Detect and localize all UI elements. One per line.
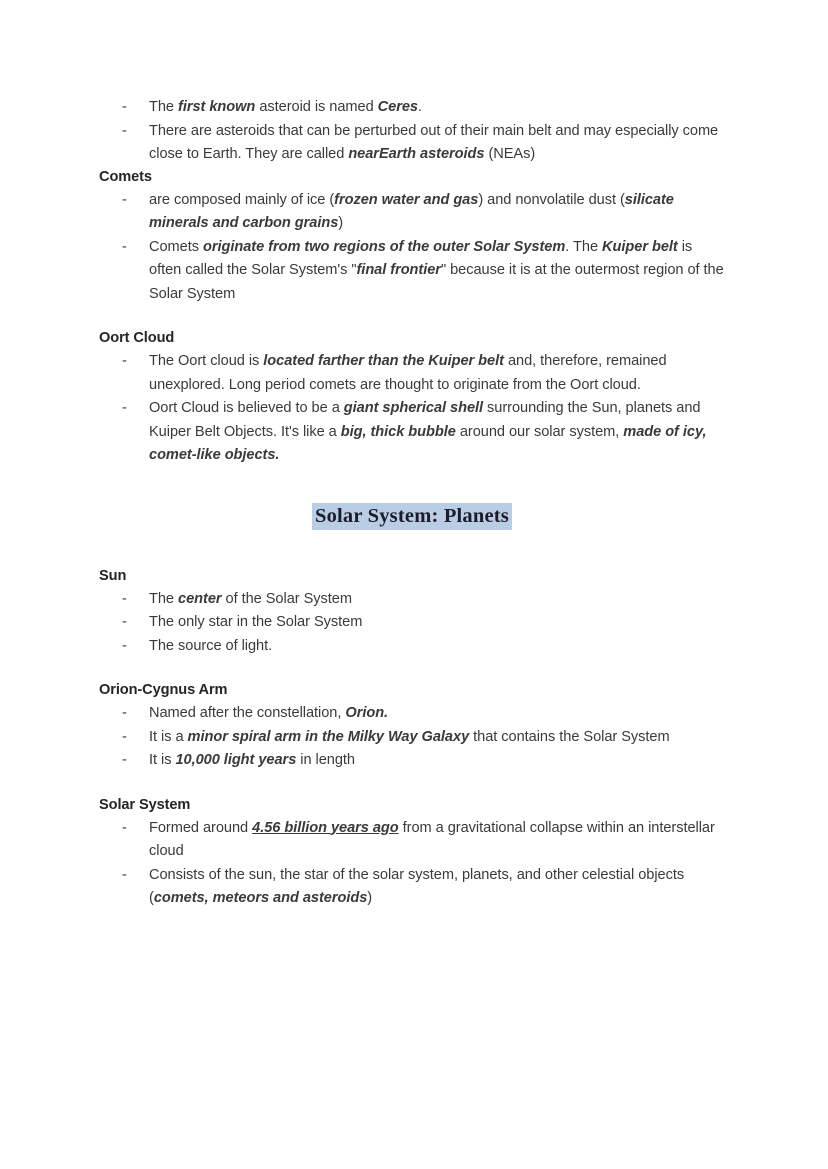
bullet-dash-marker: - xyxy=(122,191,127,208)
list-item-text: The first known asteroid is named Ceres. xyxy=(149,99,423,115)
emphasized-text: frozen water and gas xyxy=(334,191,479,208)
emphasized-text: made of icy, comet-like objects. xyxy=(149,423,707,463)
list-item-text: The source of light. xyxy=(149,637,273,654)
document-title-block xyxy=(99,502,725,530)
bullet-dash-marker: - xyxy=(122,819,127,836)
section-heading: Sun xyxy=(99,567,127,584)
list-item xyxy=(99,817,725,864)
section-bullet-list xyxy=(99,817,725,911)
content-section xyxy=(99,566,725,659)
list-item xyxy=(99,635,725,659)
emphasized-text: originate from two regions of the outer Solar System xyxy=(203,238,566,255)
bullet-dash-marker: - xyxy=(122,122,127,139)
list-item-text: Named after the constellation, Orion. xyxy=(149,705,389,721)
section-heading: Oort Cloud xyxy=(99,330,175,346)
list-item xyxy=(99,120,725,167)
emphasized-text: nearEarth asteroids xyxy=(348,146,485,162)
emphasized-text: minor spiral arm in the Milky Way Galaxy xyxy=(187,728,470,745)
list-item-text: are composed mainly of ice (frozen water and gas) and nonvolatile dust (silicate minerals and carbon grains) xyxy=(149,191,674,231)
list-item-text: Oort Cloud is believed to be a giant spherical shell surrounding the Sun, planets and Kuiper Belt Objects. It's like a big, thick bubble around our solar system, made of icy, comet-like objects. xyxy=(149,400,707,463)
list-item-text: It is a minor spiral arm in the Milky Way Galaxy that contains the Solar System xyxy=(149,728,670,745)
bullet-dash-marker: - xyxy=(122,614,127,630)
page-title: Solar System: Planets xyxy=(312,503,512,530)
list-item xyxy=(99,864,725,911)
emphasized-text: Orion. xyxy=(345,705,389,721)
bullet-dash-marker: - xyxy=(122,99,127,115)
emphasized-text: comets, meteors and asteroids xyxy=(153,890,368,906)
bullet-dash-marker: - xyxy=(122,728,127,745)
bullet-dash-marker: - xyxy=(122,353,127,369)
emphasized-text: center xyxy=(178,590,222,607)
bullet-dash-marker: - xyxy=(122,866,127,883)
list-item xyxy=(99,702,725,726)
section-bullet-list xyxy=(99,189,725,307)
emphasized-text: giant spherical shell xyxy=(343,400,484,416)
section-heading: Comets xyxy=(99,168,152,185)
bullet-dash-marker: - xyxy=(122,238,127,255)
bullet-dash-marker: - xyxy=(122,752,127,768)
list-item-text: The Oort cloud is located farther than the Kuiper belt and, therefore, remained unexplored. Long period comets are thought to originate from the Oort cloud. xyxy=(149,353,667,393)
section-heading: Orion-Cygnus Arm xyxy=(99,682,228,698)
content-section xyxy=(99,795,725,911)
list-item-text: Consists of the sun, the star of the solar system, planets, and other celestial objects (comets, meteors and asteroids) xyxy=(149,866,685,906)
bullet-dash-marker: - xyxy=(122,637,127,654)
bullet-dash-marker: - xyxy=(122,705,127,721)
content-section xyxy=(99,328,725,468)
list-item xyxy=(99,189,725,236)
bullet-dash-marker: - xyxy=(122,590,127,607)
emphasized-text: 4.56 billion years ago xyxy=(252,819,399,836)
emphasized-text: silicate minerals and carbon grains xyxy=(149,191,674,231)
list-item xyxy=(99,749,725,773)
section-bullet-list xyxy=(99,350,725,468)
asteroids-continuation-list xyxy=(99,96,725,167)
list-item-text: Comets originate from two regions of the outer Solar System. The Kuiper belt is often called the Solar System's "final frontier" because it is at the outermost region of the Solar System xyxy=(149,238,724,302)
list-item xyxy=(99,611,725,635)
content-section xyxy=(99,167,725,307)
emphasized-text: located farther than the Kuiper belt xyxy=(263,353,504,369)
list-item-text: The only star in the Solar System xyxy=(149,614,363,630)
emphasized-text: 10,000 light years xyxy=(175,752,297,768)
list-item xyxy=(99,588,725,612)
section-heading: Solar System xyxy=(99,796,191,813)
document-content xyxy=(99,96,725,911)
section-bullet-list xyxy=(99,588,725,659)
list-item-text: There are asteroids that can be perturbed out of their main belt and may especially come close to Earth. They are called nearEarth asteroids (NEAs) xyxy=(149,122,719,162)
list-item-text: The center of the Solar System xyxy=(149,590,352,607)
emphasized-text: Ceres xyxy=(377,99,418,115)
list-item xyxy=(99,397,725,468)
emphasized-text: big, thick bubble xyxy=(340,423,456,440)
list-item-text: Formed around 4.56 billion years ago from a gravitational collapse within an interstellar cloud xyxy=(149,819,715,859)
list-item-text: It is 10,000 light years in length xyxy=(149,752,355,768)
sections-after-title xyxy=(99,566,725,911)
emphasized-text: first known xyxy=(178,99,256,115)
section-bullet-list xyxy=(99,702,725,773)
emphasized-text: Kuiper belt xyxy=(602,238,678,255)
list-item xyxy=(99,726,725,750)
list-item xyxy=(99,236,725,307)
sections-before-title xyxy=(99,167,725,468)
content-section xyxy=(99,680,725,773)
list-item xyxy=(99,96,725,120)
bullet-dash-marker: - xyxy=(122,400,127,416)
list-item xyxy=(99,350,725,397)
emphasized-text: final frontier xyxy=(356,262,441,278)
